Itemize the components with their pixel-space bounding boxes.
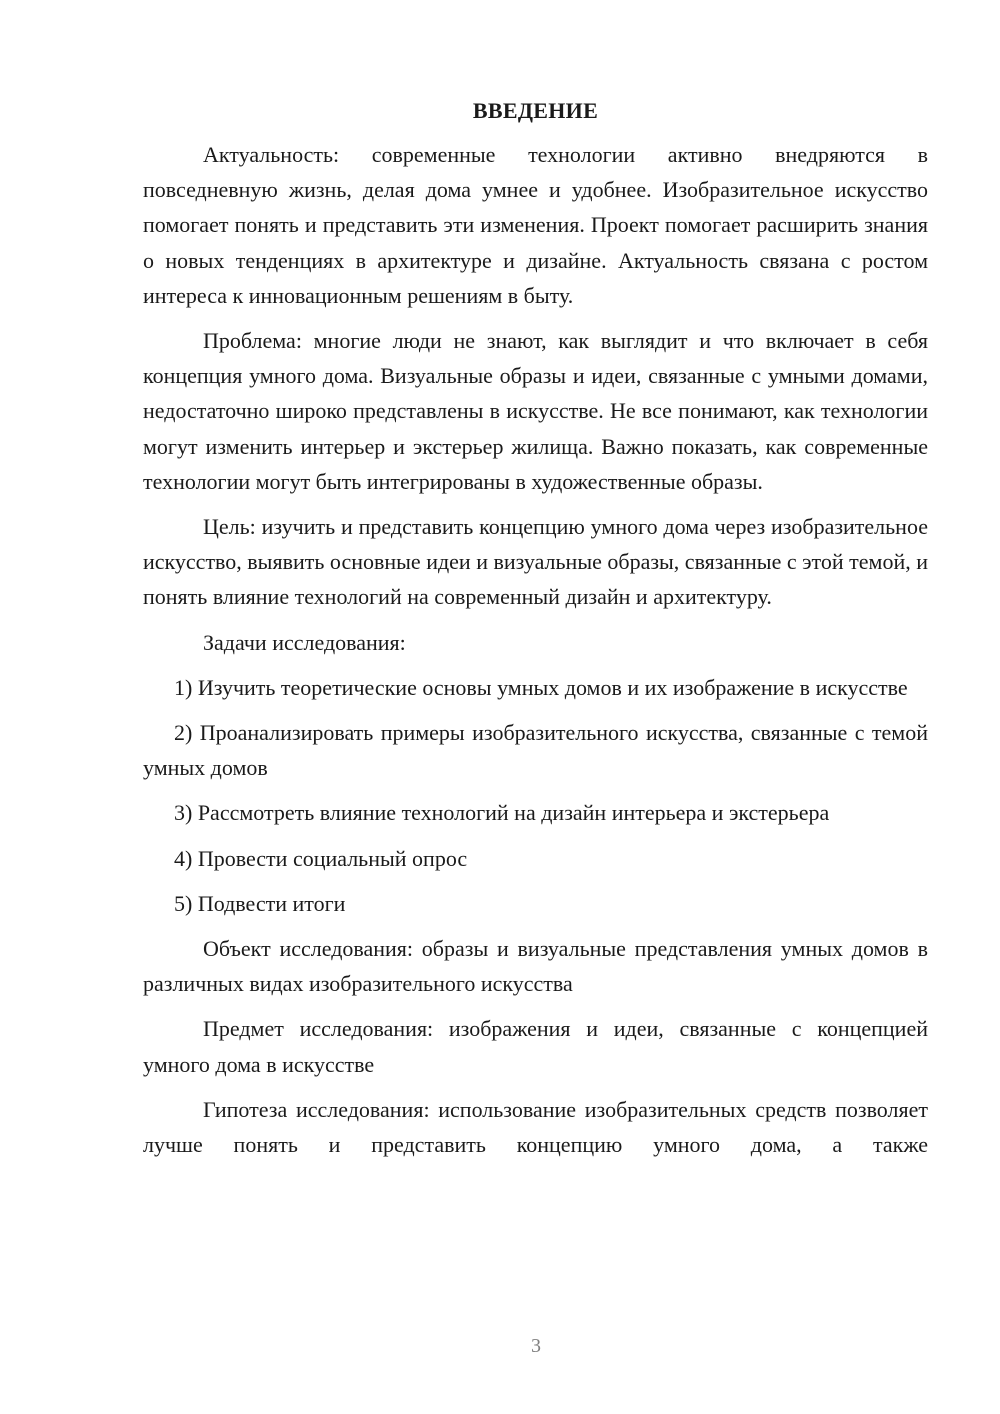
goal-paragraph: Цель: изучить и представить концепцию умного дома через изобразительное искусство, выявить основные идеи и визуальные образы, связанные с этой темой, и понять влияние технологий на современный дизайн и архитектуру. <box>143 514 928 610</box>
page-number: 3 <box>531 1335 541 1357</box>
object-paragraph: Объект исследования: образы и визуальные представления умных домов в различных видах изобразительного искусства <box>143 936 928 997</box>
document-page <box>143 95 928 1162</box>
task-item-2: 2) Проанализировать примеры изобразительного искусства, связанные с темой умных домов <box>143 720 928 781</box>
task-item-4: 4) Провести социальный опрос <box>174 845 468 871</box>
tasks-heading: Задачи исследования: <box>203 629 406 655</box>
hypothesis-paragraph: Гипотеза исследования: использование изобразительных средств позволяет лучше понять и представить концепцию умного дома, а также <box>143 1096 928 1158</box>
section-title: ВВЕДЕНИЕ <box>472 98 599 123</box>
relevance-paragraph: Актуальность: современные технологии активно внедряются в повседневную жизнь, делая дома умнее и удобнее. Изобразительное искусство помогает понять и представить эти изменения. Проект помогает расширить знания о новых тенденциях в архитектуре и дизайне. Актуальность связана с ростом интереса к инновационным решениям в быту. <box>143 142 928 308</box>
task-item-1: 1) Изучить теоретические основы умных домов и их изображение в искусстве <box>174 674 908 700</box>
subject-paragraph: Предмет исследования: изображения и идеи, связанные с концепцией умного дома в искусстве <box>143 1016 928 1077</box>
task-item-3: 3) Рассмотреть влияние технологий на дизайн интерьера и экстерьера <box>174 800 830 826</box>
task-item-5: 5) Подвести итоги <box>174 890 346 916</box>
problem-paragraph: Проблема: многие люди не знают, как выглядит и что включает в себя концепция умного дома. Визуальные образы и идеи, связанные с умными домами, недостаточно широко представлены в искусстве. Не все понимают, как технологии могут изменить интерьер и экстерьер жилища. Важно показать, как современные технологии могут быть интегрированы в художественные образы. <box>143 328 928 494</box>
